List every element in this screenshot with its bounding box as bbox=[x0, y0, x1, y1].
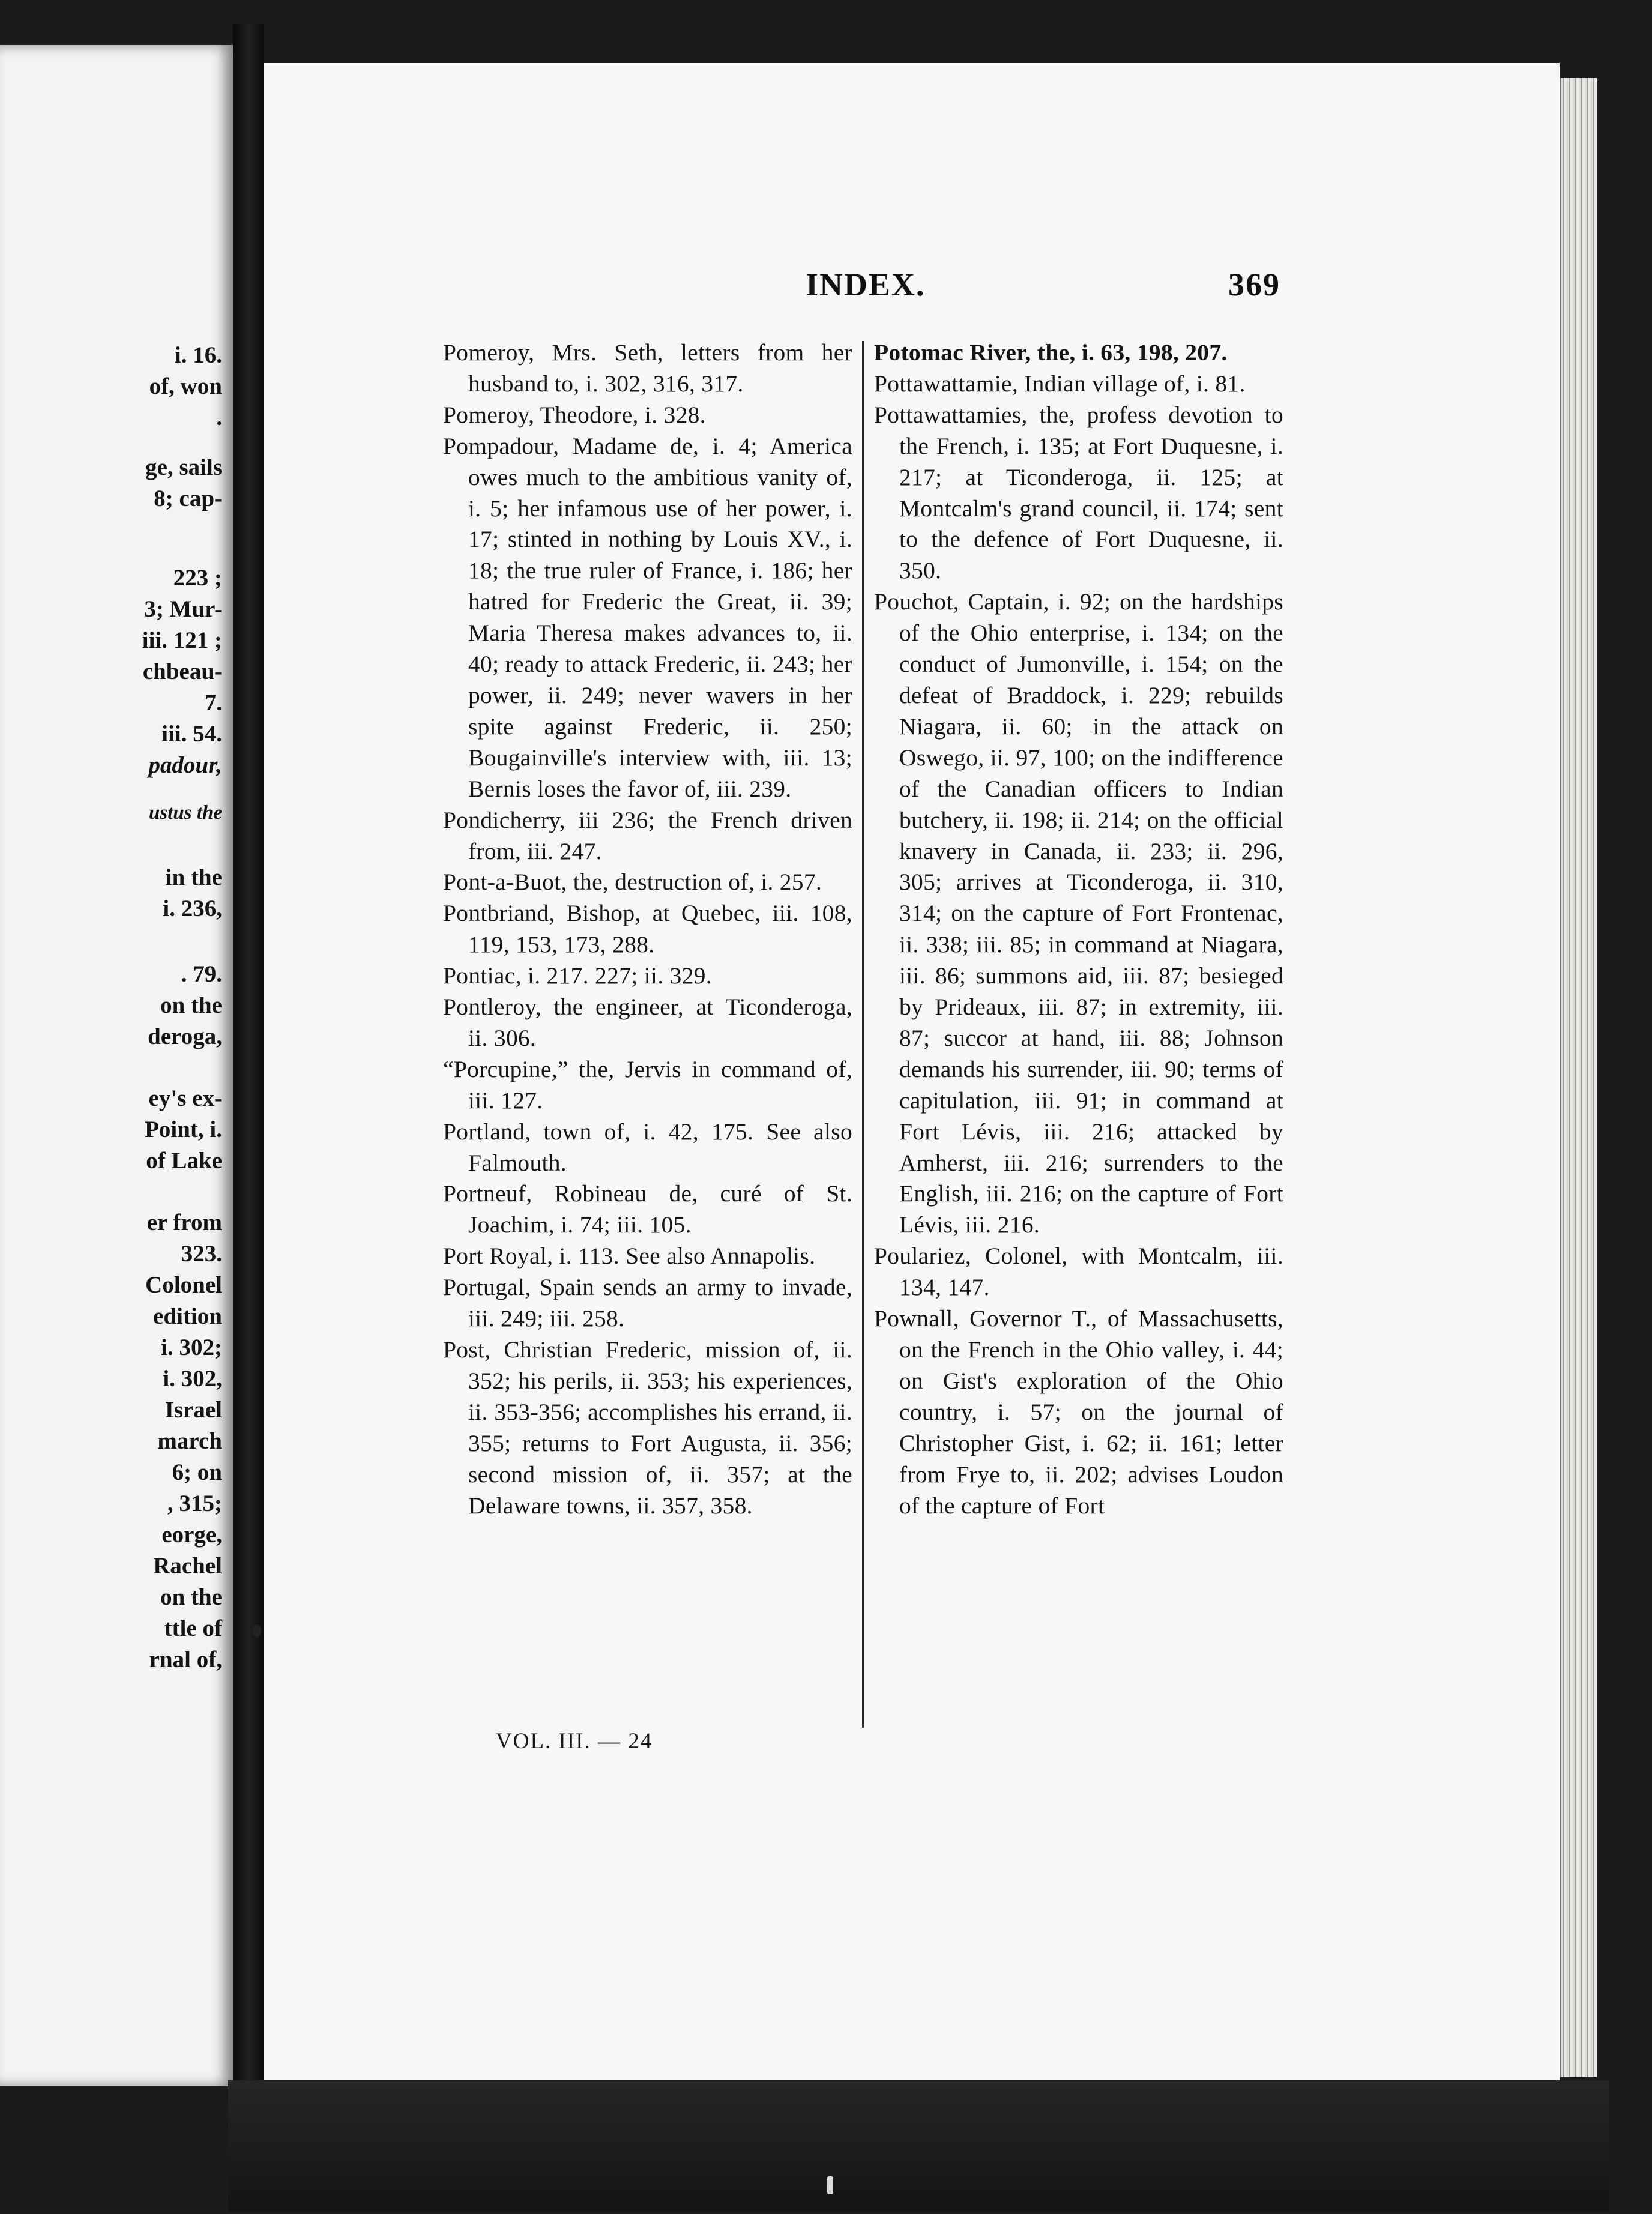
fragment-line: i. 302, bbox=[163, 1366, 222, 1392]
ink-spot bbox=[253, 1624, 261, 1638]
fragment-line: rnal of, bbox=[149, 1647, 222, 1673]
column-rule bbox=[862, 341, 864, 1728]
index-entry: Pont-a-Buot, the, destruction of, i. 257. bbox=[443, 869, 822, 896]
facing-page bbox=[0, 45, 233, 2086]
index-entry: Portneuf, Robineau de, curé of St. Joachim, i. 74; iii. 105. bbox=[443, 1180, 852, 1238]
fragment-line: . 79. bbox=[181, 961, 222, 987]
fragment-line: iii. 54. bbox=[161, 721, 222, 747]
fragment-line: 3; Mur- bbox=[144, 596, 222, 622]
index-entry: Poulariez, Colonel, with Montcalm, iii. 134, 147. bbox=[874, 1243, 1283, 1301]
index-entry: Portugal, Spain sends an army to invade, iii. 249; iii. 258. bbox=[443, 1274, 852, 1332]
page-edges bbox=[1560, 78, 1597, 2077]
scan-mark bbox=[827, 2176, 833, 2194]
index-entry: “Porcupine,” the, Jervis in command of, iii. 127. bbox=[443, 1055, 852, 1114]
index-entry: Pompadour, Madame de, i. 4; America owes much to the ambitious vanity of, i. 5; her infamous use of her power, i. 17; stinted in nothing by Louis XV., i. 18; the true ruler of France, i. 186; her hatred for Frederic the Great, ii. 39; Maria Theresa makes advances to, ii. 40; ready to attack Frederic, ii. 243; her power, ii. 249; never wavers in her spite against Frederic, ii. 250; Bougainville's interview with, iii. 13; Bernis loses the favor of, iii. 239. bbox=[443, 432, 852, 802]
index-entry: Pomeroy, Mrs. Seth, letters from her husband to, i. 302, 316, 317. bbox=[443, 339, 852, 397]
index-entry: Post, Christian Frederic, mission of, ii. 352; his perils, ii. 353; his experiences, ii. 353-356; accomplishes his errand, ii. 355; returns to Fort Augusta, ii. 356; second mission of, ii. 357; at the Delaware towns, ii. 357, 358. bbox=[443, 1336, 852, 1519]
fragment-line: ge, sails bbox=[145, 454, 222, 480]
fragment-line: ey's ex- bbox=[148, 1085, 222, 1111]
index-entry: Pontiac, i. 217. 227; ii. 329. bbox=[443, 962, 712, 989]
fragment-line: 6; on bbox=[172, 1459, 222, 1485]
index-entry: Pouchot, Captain, i. 92; on the hardships of the Ohio enterprise, i. 134; on the conduct of Jumonville, i. 154; on the defeat of Braddock, i. 229; rebuilds Niagara, ii. 60; in the attack on Oswego, ii. 97, 100; on the indifference of the Canadian officers to Indian butchery, ii. 198; ii. 214; on the official knavery in Canada, ii. 233; ii. 296, 305; arrives at Ticonderoga, ii. 310, 314; on the capture of Fort Frontenac, ii. 338; iii. 85; in command at Niagara, iii. 86; summons aid, iii. 87; besieged by Prideaux, iii. 87; in extremity, iii. 87; succor at hand, iii. 88; Johnson demands his surrender, iii. 90; terms of capitulation, iii. 91; in command at Fort Lévis, iii. 216; attacked by Amherst, iii. 216; surrenders to the English, iii. 216; on the capture of Fort Lévis, iii. 216. bbox=[874, 588, 1283, 1238]
index-column-left bbox=[443, 337, 852, 1521]
fragment-line: on the bbox=[160, 992, 222, 1018]
index-column-right bbox=[874, 337, 1283, 1521]
signature-mark: VOL. III. — 24 bbox=[496, 1729, 653, 1754]
fragment-line: of, won bbox=[149, 373, 222, 399]
fragment-line: 323. bbox=[181, 1241, 222, 1267]
fragment-line: on the bbox=[160, 1584, 222, 1610]
fragment-line: iii. 121 ; bbox=[142, 627, 222, 653]
fragment-line: Israel bbox=[164, 1397, 222, 1423]
fragment-line: Rachel bbox=[153, 1553, 222, 1579]
fragment-line: ttle of bbox=[164, 1615, 222, 1641]
fragment-line: Point, i. bbox=[145, 1117, 222, 1142]
fragment-line: 7. bbox=[204, 690, 222, 716]
fragment-line: Colonel bbox=[145, 1272, 222, 1298]
index-entry: Pontleroy, the engineer, at Ticonderoga, ii. 306. bbox=[443, 994, 852, 1051]
index-entry: Pottawattamies, the, profess devotion to the French, i. 135; at Fort Duquesne, i. 217; at Ticonderoga, ii. 125; at Montcalm's grand council, ii. 174; sent to the defence of Fort Duquesne, ii. 350. bbox=[874, 401, 1283, 584]
fragment-line: padour, bbox=[148, 752, 222, 778]
fragment-line: er from bbox=[146, 1210, 222, 1235]
fragment-line: . bbox=[216, 405, 222, 430]
fragment-line: i. 302; bbox=[161, 1335, 222, 1360]
fragment-line: march bbox=[157, 1428, 222, 1454]
fragment-line: i. 16. bbox=[174, 342, 222, 368]
index-entry: Pottawattamie, Indian village of, i. 81. bbox=[874, 370, 1246, 397]
fragment-line: ustus the bbox=[149, 802, 222, 824]
fragment-line: edition bbox=[153, 1303, 222, 1329]
fragment-line: of Lake bbox=[146, 1148, 222, 1174]
index-entry: Pontbriand, Bishop, at Quebec, iii. 108, 119, 153, 173, 288. bbox=[443, 900, 852, 958]
fragment-line: chbeau- bbox=[142, 659, 222, 684]
index-entry: Pownall, Governor T., of Massachusetts, on the French in the Ohio valley, i. 44; on Gist's exploration of the Ohio country, i. 57; on the journal of Christopher Gist, i. 62; ii. 161; letter from Frye to, ii. 202; advises Loudon of the capture of Fort bbox=[874, 1305, 1283, 1519]
fragment-line: in the bbox=[165, 864, 222, 890]
index-entry: Port Royal, i. 113. See also Annapolis. bbox=[443, 1243, 816, 1270]
index-entry: Pondicherry, iii 236; the French driven from, iii. 247. bbox=[443, 806, 852, 864]
index-entry: Portland, town of, i. 42, 175. See also Falmouth. bbox=[443, 1118, 852, 1176]
fragment-line: , 315; bbox=[167, 1491, 222, 1516]
book-gutter bbox=[233, 24, 264, 2125]
fragment-line: eorge, bbox=[161, 1522, 222, 1548]
fragment-line: i. 236, bbox=[163, 896, 222, 921]
index-entry: Pomeroy, Theodore, i. 328. bbox=[443, 401, 706, 428]
fragment-line: 8; cap- bbox=[154, 486, 222, 511]
fragment-line: 223 ; bbox=[173, 565, 222, 591]
bottom-shadow bbox=[228, 2080, 1609, 2212]
fragment-line: deroga, bbox=[148, 1024, 222, 1049]
running-head-title: INDEX. bbox=[806, 267, 926, 303]
page-number: 369 bbox=[1228, 267, 1280, 303]
index-entry: Potomac River, the, i. 63, 198, 207. bbox=[874, 339, 1228, 366]
